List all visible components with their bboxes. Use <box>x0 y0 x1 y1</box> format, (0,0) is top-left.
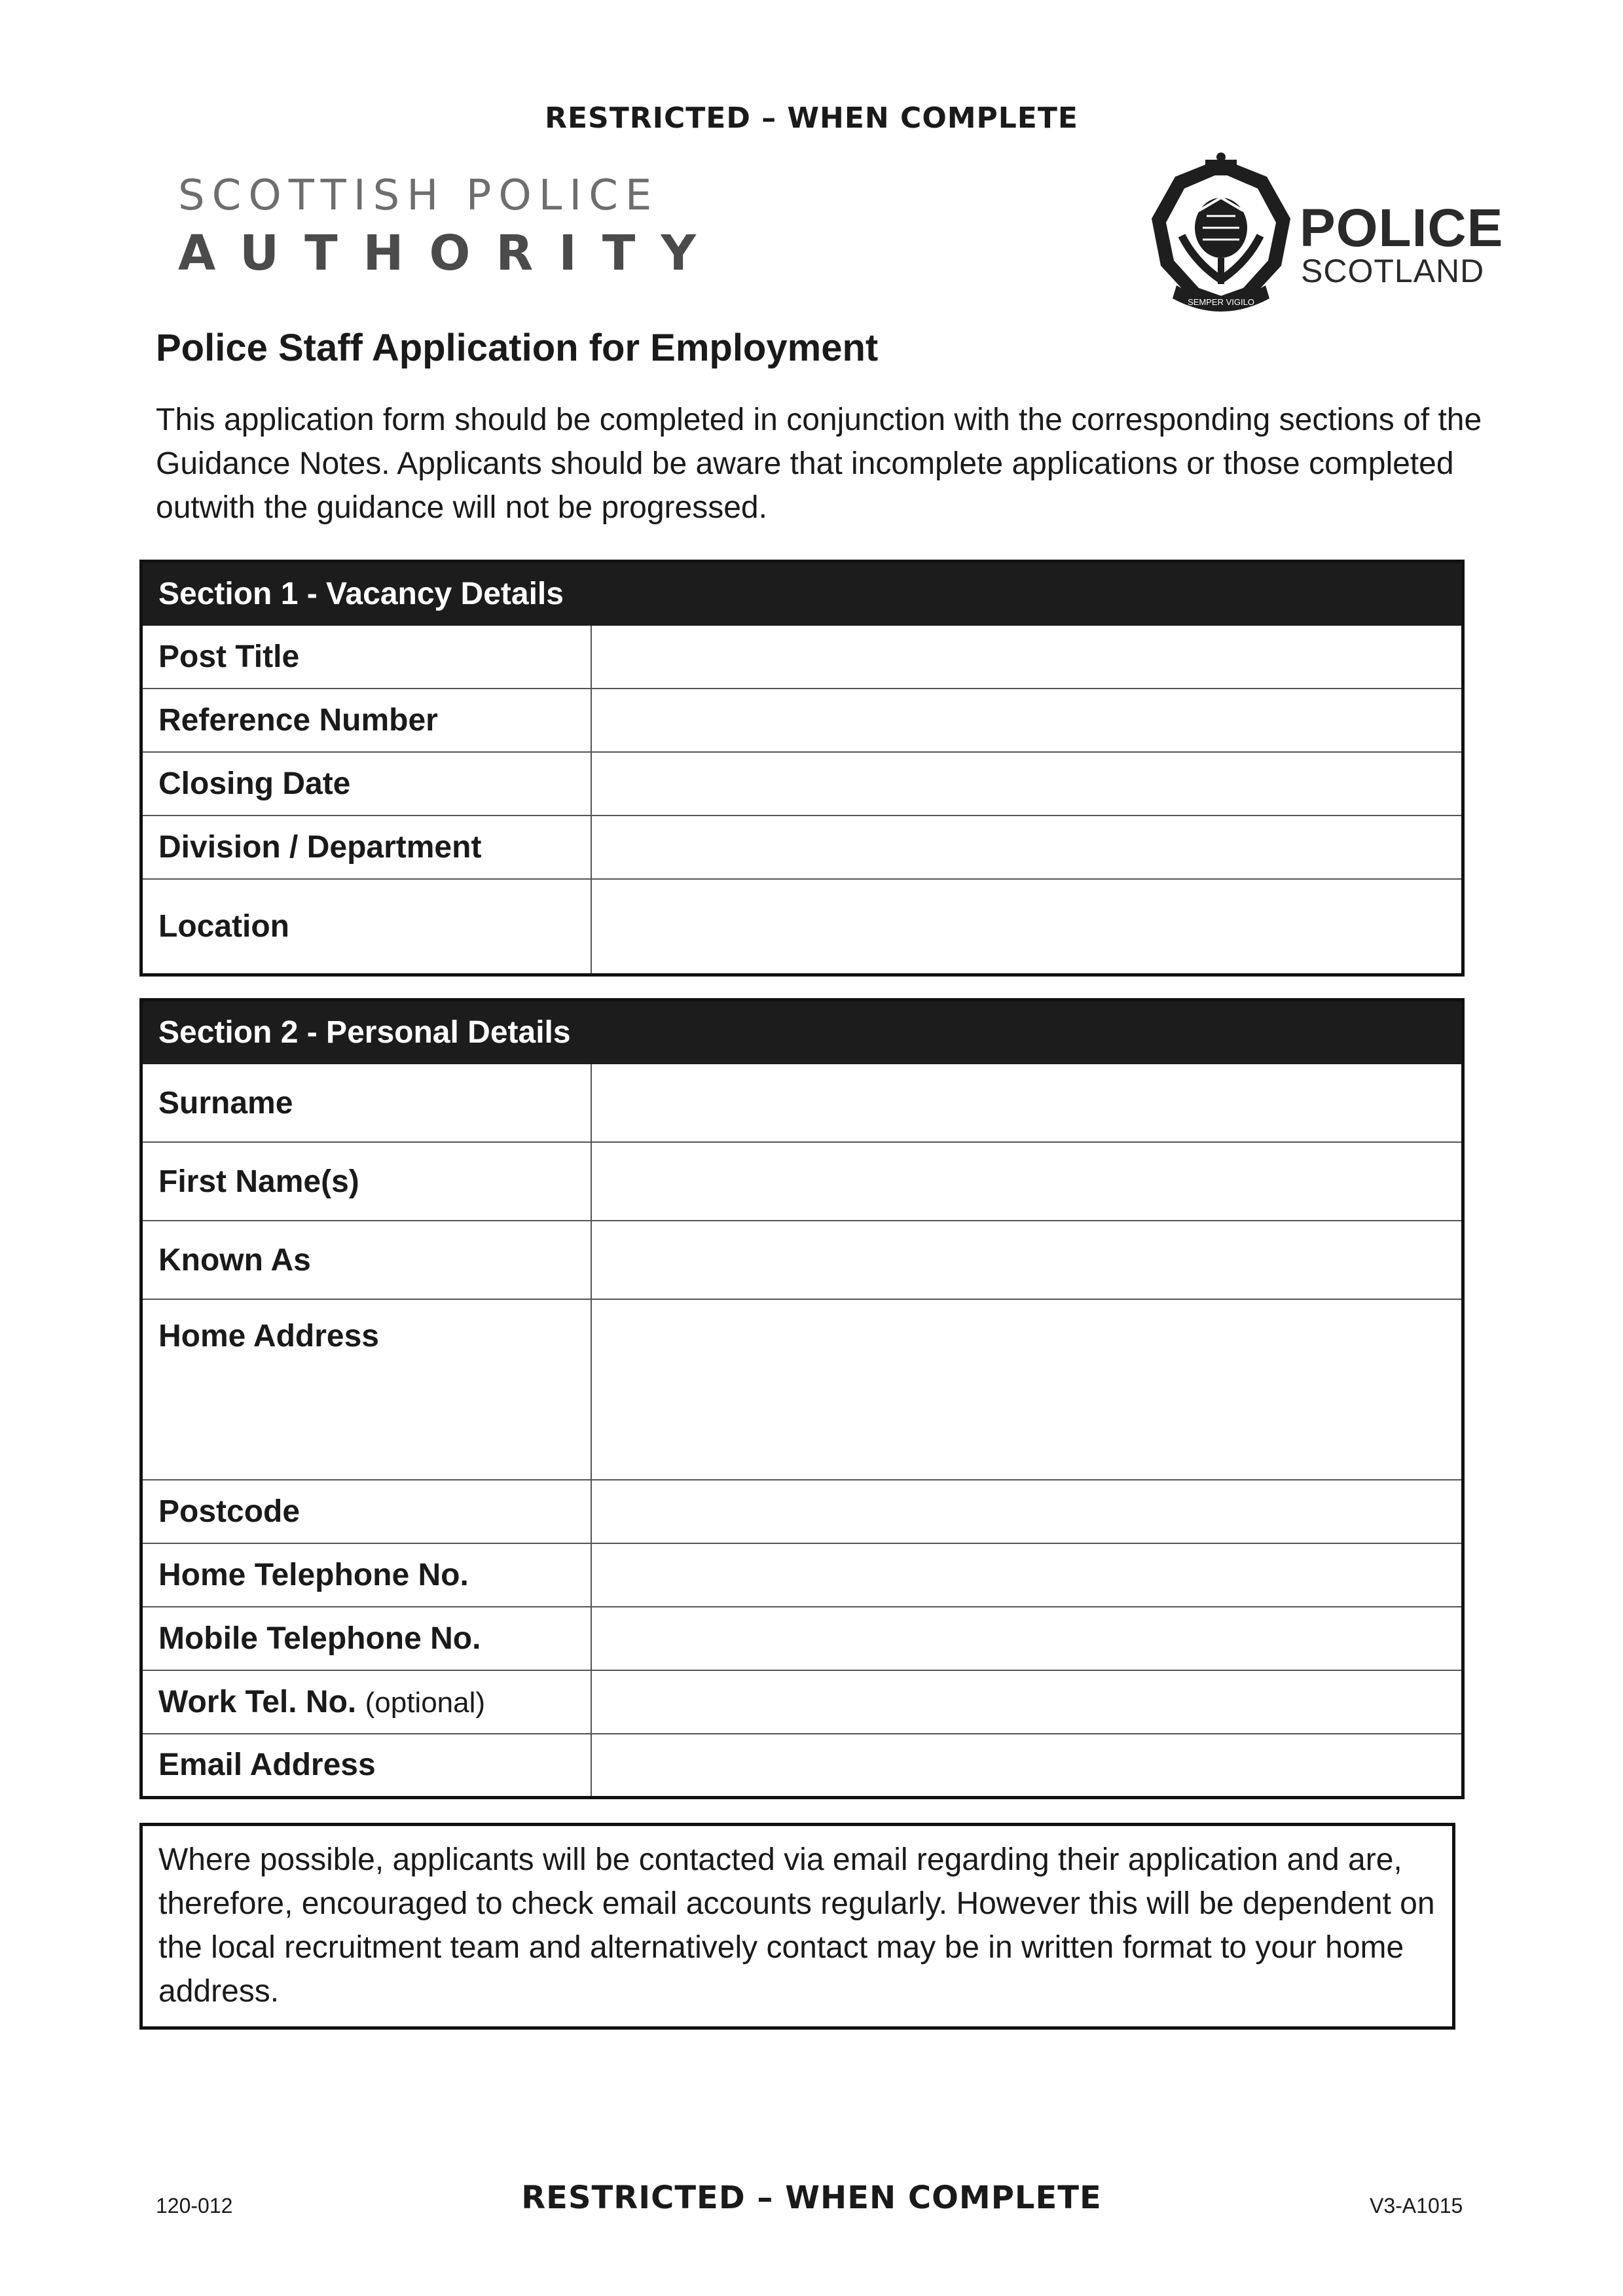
label-post-title: Post Title <box>141 625 592 689</box>
scottish-police-authority-logo <box>178 171 721 283</box>
police-scotland-logo <box>1142 151 1504 321</box>
home-telephone-field[interactable] <box>591 1543 1463 1607</box>
label-surname: Surname <box>141 1064 592 1142</box>
police-crest-icon <box>1142 151 1300 321</box>
label-email-address: Email Address <box>141 1734 592 1797</box>
label-mobile-telephone: Mobile Telephone No. <box>141 1607 592 1670</box>
label-first-names: First Name(s) <box>141 1142 592 1221</box>
work-tel-optional: (optional) <box>365 1687 486 1719</box>
label-reference-number: Reference Number <box>141 689 592 752</box>
section1-vacancy-details-table <box>139 560 1465 977</box>
footer-version-code: V3-A1015 <box>1370 2194 1463 2217</box>
restricted-header: RESTRICTED – WHEN COMPLETE <box>545 101 1078 135</box>
label-home-telephone: Home Telephone No. <box>141 1543 592 1607</box>
label-work-telephone <box>141 1670 592 1734</box>
section2-personal-details-table <box>139 998 1465 1799</box>
label-closing-date: Closing Date <box>141 752 592 816</box>
label-location: Location <box>141 879 592 975</box>
post-title-field[interactable] <box>591 625 1463 689</box>
home-address-field[interactable] <box>591 1299 1463 1480</box>
division-department-field[interactable] <box>591 816 1463 879</box>
intro-paragraph: This application form should be completed in conjunction with the corresponding sections of the Guidance Notes. Applicants should be aware that incomplete applications or those completed outwith the guidance will not be progressed. <box>156 403 1482 525</box>
label-postcode: Postcode <box>141 1480 592 1543</box>
section1-heading: Section 1 - Vacancy Details <box>141 562 1463 626</box>
reference-number-field[interactable] <box>591 689 1463 752</box>
label-known-as: Known As <box>141 1221 592 1299</box>
surname-field[interactable] <box>591 1064 1463 1142</box>
mobile-telephone-field[interactable] <box>591 1607 1463 1670</box>
location-field[interactable] <box>591 879 1463 975</box>
closing-date-field[interactable] <box>591 752 1463 816</box>
first-names-field[interactable] <box>591 1142 1463 1221</box>
section2-heading: Section 2 - Personal Details <box>141 1000 1463 1064</box>
police-scotland-word2: SCOTLAND <box>1301 253 1485 289</box>
postcode-field[interactable] <box>591 1480 1463 1543</box>
police-motto: SEMPER VIGILO <box>1188 297 1254 307</box>
known-as-field[interactable] <box>591 1221 1463 1299</box>
contact-note-box: Where possible, applicants will be contacted via email regarding their application and are, therefore, encouraged to check email accounts regularly. However this will be dependent on the local recruitment team and alternatively contact may be in written format to your home address. <box>139 1823 1455 2030</box>
page-title: Police Staff Application for Employment <box>156 327 879 369</box>
work-tel-label: Work Tel. No. <box>158 1685 357 1719</box>
police-scotland-word1: POLICE <box>1300 198 1504 258</box>
spa-logo-line2: AUTHORITY <box>178 225 721 281</box>
footer-form-code: 120-012 <box>156 2194 233 2217</box>
label-home-address: Home Address <box>141 1299 592 1480</box>
spa-logo-line1: SCOTTISH POLICE <box>178 171 659 220</box>
label-division-department: Division / Department <box>141 816 592 879</box>
work-telephone-field[interactable] <box>591 1670 1463 1734</box>
email-address-field[interactable] <box>591 1734 1463 1797</box>
restricted-footer: RESTRICTED – WHEN COMPLETE <box>521 2179 1102 2216</box>
